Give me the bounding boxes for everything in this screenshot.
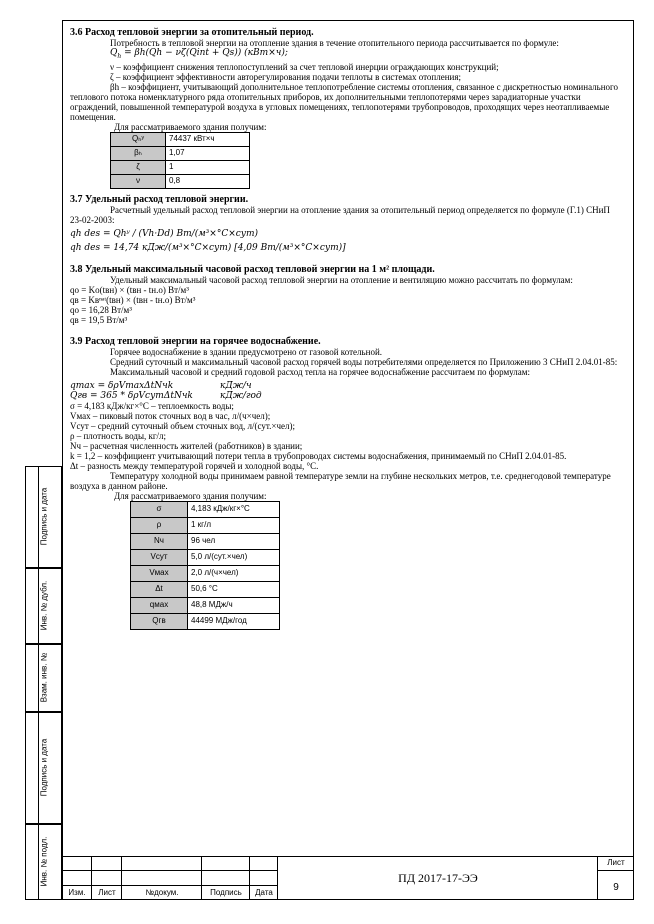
section-title-3-6: 3.6 Расход тепловой энергии за отопительный период.: [70, 27, 314, 38]
side-cell-sign-date-1: Подпись и дата: [25, 466, 62, 568]
s37-intro: Расчетный удельный расход тепловой энергии на отопление здания за отопительный период определяется по формуле (Г.1) СНиП 23-02-2003:: [70, 204, 610, 225]
table-row: σ 4,183 кДж/кг×°С: [131, 501, 280, 517]
table-row: Qₕʸ 74437 кВт×ч: [111, 132, 250, 146]
col-list: Лист: [98, 888, 116, 897]
table-row: ζ 1: [111, 160, 250, 174]
s39-p3: Максимальный часовой и средний годовой расход тепла на горячее водоснабжение рассчитаем по формулам:: [110, 366, 530, 377]
col-izm: Изм.: [68, 888, 86, 897]
s38-line-1: qо = Kо(tвн) × (tвн - tн.о) Вт/м³: [70, 284, 189, 295]
side-cell-inv-dubl: Инв. № дубл.: [25, 568, 62, 644]
page-content: [70, 28, 622, 630]
sheet-label: Лист: [607, 858, 625, 867]
table-row: Nч 96 чел: [131, 533, 280, 549]
s39-for-building: Для рассматриваемого здания получим:: [114, 490, 267, 501]
s36-intro: Потребность в тепловой энергии на отопление здания в течение отопительного периода рассчитывается по формуле:: [110, 38, 559, 48]
s36-def-zeta: ζ – коэффициент эффективности авторегулирования подачи теплоты в системах отопления;: [110, 71, 461, 82]
col-ndokum: №докум.: [145, 888, 179, 897]
title-block: [62, 856, 634, 900]
s36-table: [110, 132, 250, 189]
table-row: ρ 1 кг/л: [131, 517, 280, 533]
table-row: Δt 50,6 °С: [131, 581, 280, 597]
section-title-3-8: 3.8 Удельный максимальный часовой расход тепловой энергии на 1 м² площади.: [70, 263, 435, 275]
s37-formula-2: qh des = 14,74 кДж/(м³×°С×сут) [4,09 Вт/(м³×°С×сут)]: [70, 242, 346, 253]
table-row: βₕ 1,07: [111, 146, 250, 160]
table-row: Qгв 44499 МДж/год: [131, 613, 280, 629]
s38-line-2: qв = Kвⁿᵃᵗ(tвн) × (tвн - tн.о) Вт/м³: [70, 294, 196, 305]
section-title-3-7: 3.7 Удельный расход тепловой энергии.: [70, 193, 249, 205]
s39-def-k: k = 1,2 – коэффициент учитывающий потери тепла в трубопроводах системы водоснабжения, принимаемый по СНиП 2.04.01-85.: [70, 450, 567, 461]
col-podpis: Подпись: [210, 888, 242, 897]
s36-formula: $Q_h = \beta h(Qh$ − νζ(Qint + Qs)) (кВт×ч);: [110, 48, 288, 60]
table-row: Vмах 2,0 л/(ч×чел): [131, 565, 280, 581]
s36-def-nu: ν – коэффициент снижения теплопоступлений за счет тепловой инерции ограждающих конструкций;: [110, 61, 499, 72]
s36-def-beta: βh – коэффициент, учитывающий дополнительное теплопотребление системы отопления, связанное с дискретностью номинального теплового потока номенклатурного ряда отопительных приборов, их дополнительными теплопотерями через зарадиаторные участки ограждений, повышенной температурой воздуха в угловых помещениях, теплопотерями трубопроводов, проходящих через неотапливаемые помещения.: [70, 81, 619, 122]
table-row: ν 0,8: [111, 174, 250, 188]
sheet-number: 9: [613, 882, 619, 893]
side-cell-inv-podl: Инв. № подл.: [25, 824, 62, 900]
s39-p1: Горячее водоснабжение в здании предусмотрено от газовой котельной.: [110, 346, 383, 357]
s39-formula-2: Qгв = 365 * δρVсутΔtNчk кДж/год: [70, 390, 262, 401]
s39-def-dt: Δt – разность между температурой горячей и холодной воды, °С.: [70, 460, 319, 471]
side-cell-vzam-inv: Взам. инв. №: [25, 644, 62, 712]
s37-formula-1: qh des = Qhʸ / (Vh·Dd) Вт/(м³×°С×сут): [70, 228, 259, 239]
s38-intro: Удельный максимальный часовой расход тепловой энергии на отопление и вентиляцию можно рассчитать по формулам:: [110, 274, 573, 285]
section-title-3-9: 3.9 Расход тепловой энергии на горячее водоснабжение.: [70, 335, 321, 347]
s39-def-rho: ρ – плотность воды, кг/л;: [70, 430, 167, 441]
s39-p4: Температуру холодной воды принимаем равной температуре земли на глубине нескольких метров, т.е. среднегодовой температуре воздуха в данном районе.: [70, 470, 611, 491]
col-data: Дата: [255, 888, 273, 897]
table-row: Vсут 5,0 л/(сут.×чел): [131, 549, 280, 565]
s38-line-3: qо = 16,28 Вт/м³: [70, 304, 132, 315]
document-code: ПД 2017-17-ЭЭ: [398, 871, 478, 885]
s39-formula-1: qmax = δρVmaxΔtNчk кДж/ч: [70, 380, 252, 391]
s38-line-4: qв = 19,5 Вт/м³: [70, 314, 128, 325]
s39-def-vmax: Vмах – пиковый поток сточных вод в час, л/(ч×чел);: [70, 410, 271, 421]
s39-table: [130, 501, 280, 630]
s39-def-n: Nч – расчетная численность жителей (работников) в здании;: [70, 440, 303, 451]
s39-def-sigma: σ = 4,183 кДж/кг×°С – теплоемкость воды;: [70, 400, 234, 411]
s39-def-vsut: Vсут – средний суточный объем сточных вод, л/(сут.×чел);: [70, 420, 295, 431]
table-row: qмах 48,8 МДж/ч: [131, 597, 280, 613]
s39-p2: Средний суточный и максимальный часовой расход горячей воды потребителями определяется по Приложению 3 СНиП 2.04.01-85:: [110, 356, 618, 367]
s36-for-building: Для рассматриваемого здания получим:: [114, 121, 267, 132]
side-stamp-divider: [38, 466, 39, 900]
side-cell-sign-date-2: Подпись и дата: [25, 712, 62, 824]
